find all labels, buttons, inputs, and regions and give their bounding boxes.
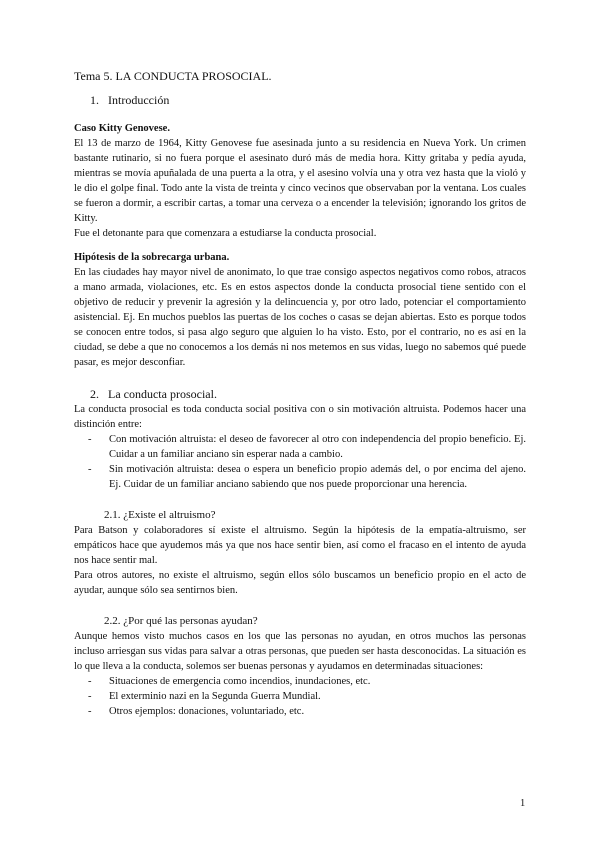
section-1-number: 1. [90,93,99,107]
dash-marker: - [88,691,92,702]
page-number: 1 [520,798,526,809]
list-item-text: Sin motivación altruista: desea o espera un beneficio propio además del, o por encima del ajeno. Ej. Cuidar de un familiar anciano sabiendo que nos puede proporcionar una herencia. [109,464,526,490]
dash-marker: - [88,676,92,687]
list-item [74,432,526,462]
section-1-heading [90,92,526,108]
section-2-title: La conducta prosocial. [108,387,217,401]
list-item [74,674,526,689]
dash-marker: - [88,434,92,445]
case-text: El 13 de marzo de 1964, Kitty Genovese fue asesinada junto a su residencia en Nueva York. Un crimen bastante rutinario, si no fuera porque el asesinato duró más de media hora. Kitty gritaba y pedía ayuda, mientras se movía apuñalada de una puerta a la otra, y el asesino volvía una y otra vez hasta que la violó y le dio el golpe final. Todo ante la vista de treinta y cinco vecinos que observaban por la ventana. Los cuales se fueron a dormir, a escribir cartas, a tomar una cerveza o a encender la televisión; ignorando los gritos de Kitty. [74,138,526,224]
situations-list [74,674,526,719]
subsection-2-1-p2: Para otros autores, no existe el altruismo, según ellos sólo buscamos un beneficio propio en el acto de ayudar, aunque sólo sea sentirnos bien. [74,570,526,596]
list-item [74,462,526,492]
case-conclusion: Fue el detonante para que comenzara a estudiarse la conducta prosocial. [74,228,377,239]
case-heading: Caso Kitty Genovese. [74,123,170,134]
hypothesis-heading: Hipótesis de la sobrecarga urbana. [74,252,230,263]
list-item [74,689,526,704]
dash-marker: - [88,706,92,717]
list-item-text: Situaciones de emergencia como incendios, inundaciones, etc. [109,676,371,687]
subsection-2-2-title: 2.2. ¿Por qué las personas ayudan? [104,615,258,627]
motivation-list [74,432,526,492]
list-item [74,704,526,719]
section-2-heading [90,386,526,402]
page-content [74,68,526,719]
list-item-text: Con motivación altruista: el deseo de favorecer al otro con independencia del propio beneficio. Ej. Cuidar a un familiar anciano sin esperar nada a cambio. [109,434,526,460]
subsection-2-1-title: 2.1. ¿Existe el altruismo? [104,509,216,521]
section-2-number: 2. [90,387,99,401]
subsection-2-2-p1: Aunque hemos visto muchos casos en los que las personas no ayudan, en otros muchos las personas incluso arriesgan sus vidas para salvar a otras personas, que pueden ser hasta desconocidas. La situación es lo que lleva a la conducta, solemos ser buenas personas y ayudamos en determinadas situaciones: [74,631,526,672]
hypothesis-text: En las ciudades hay mayor nivel de anonimato, lo que trae consigo aspectos negativos como robos, atracos a mano armada, violaciones, etc. Es en estos aspectos donde la conducta prosocial tiene sentido con el objetivo de reducir y prevenir la agresión y la delincuencia y, por otro lado, potenciar el comportamiento asistencial. Ej. En muchos pueblos las puertas de los coches o casas se dejan abiertas. Esto es porque todos se conocen entre todos, si pasa algo seguro que alguien lo ha visto. Esto, por el contrario, no es así en la ciudad, se debe a que no conocemos a los demás ni nos metemos en sus vidas, luego no sabemos qué puede pasar, es mejor desconfiar. [74,267,526,368]
list-item-text: Otros ejemplos: donaciones, voluntariado, etc. [109,706,305,717]
document-title: Tema 5. LA CONDUCTA PROSOCIAL. [74,69,272,83]
subsection-2-1-p1: Para Batson y colaboradores sí existe el altruismo. Según la hipótesis de la empatía-altruismo, ser empáticos hace que ayudemos más ya que nos hace sentir bien, así como el fracaso en el intento de ayuda nos hace sentir mal. [74,525,526,566]
dash-marker: - [88,464,92,475]
list-item-text: El exterminio nazi en la Segunda Guerra Mundial. [109,691,321,702]
section-2-intro: La conducta prosocial es toda conducta social positiva con o sin motivación altruista. Podemos hacer una distinción entre: [74,404,526,430]
section-1-title: Introducción [108,93,170,107]
